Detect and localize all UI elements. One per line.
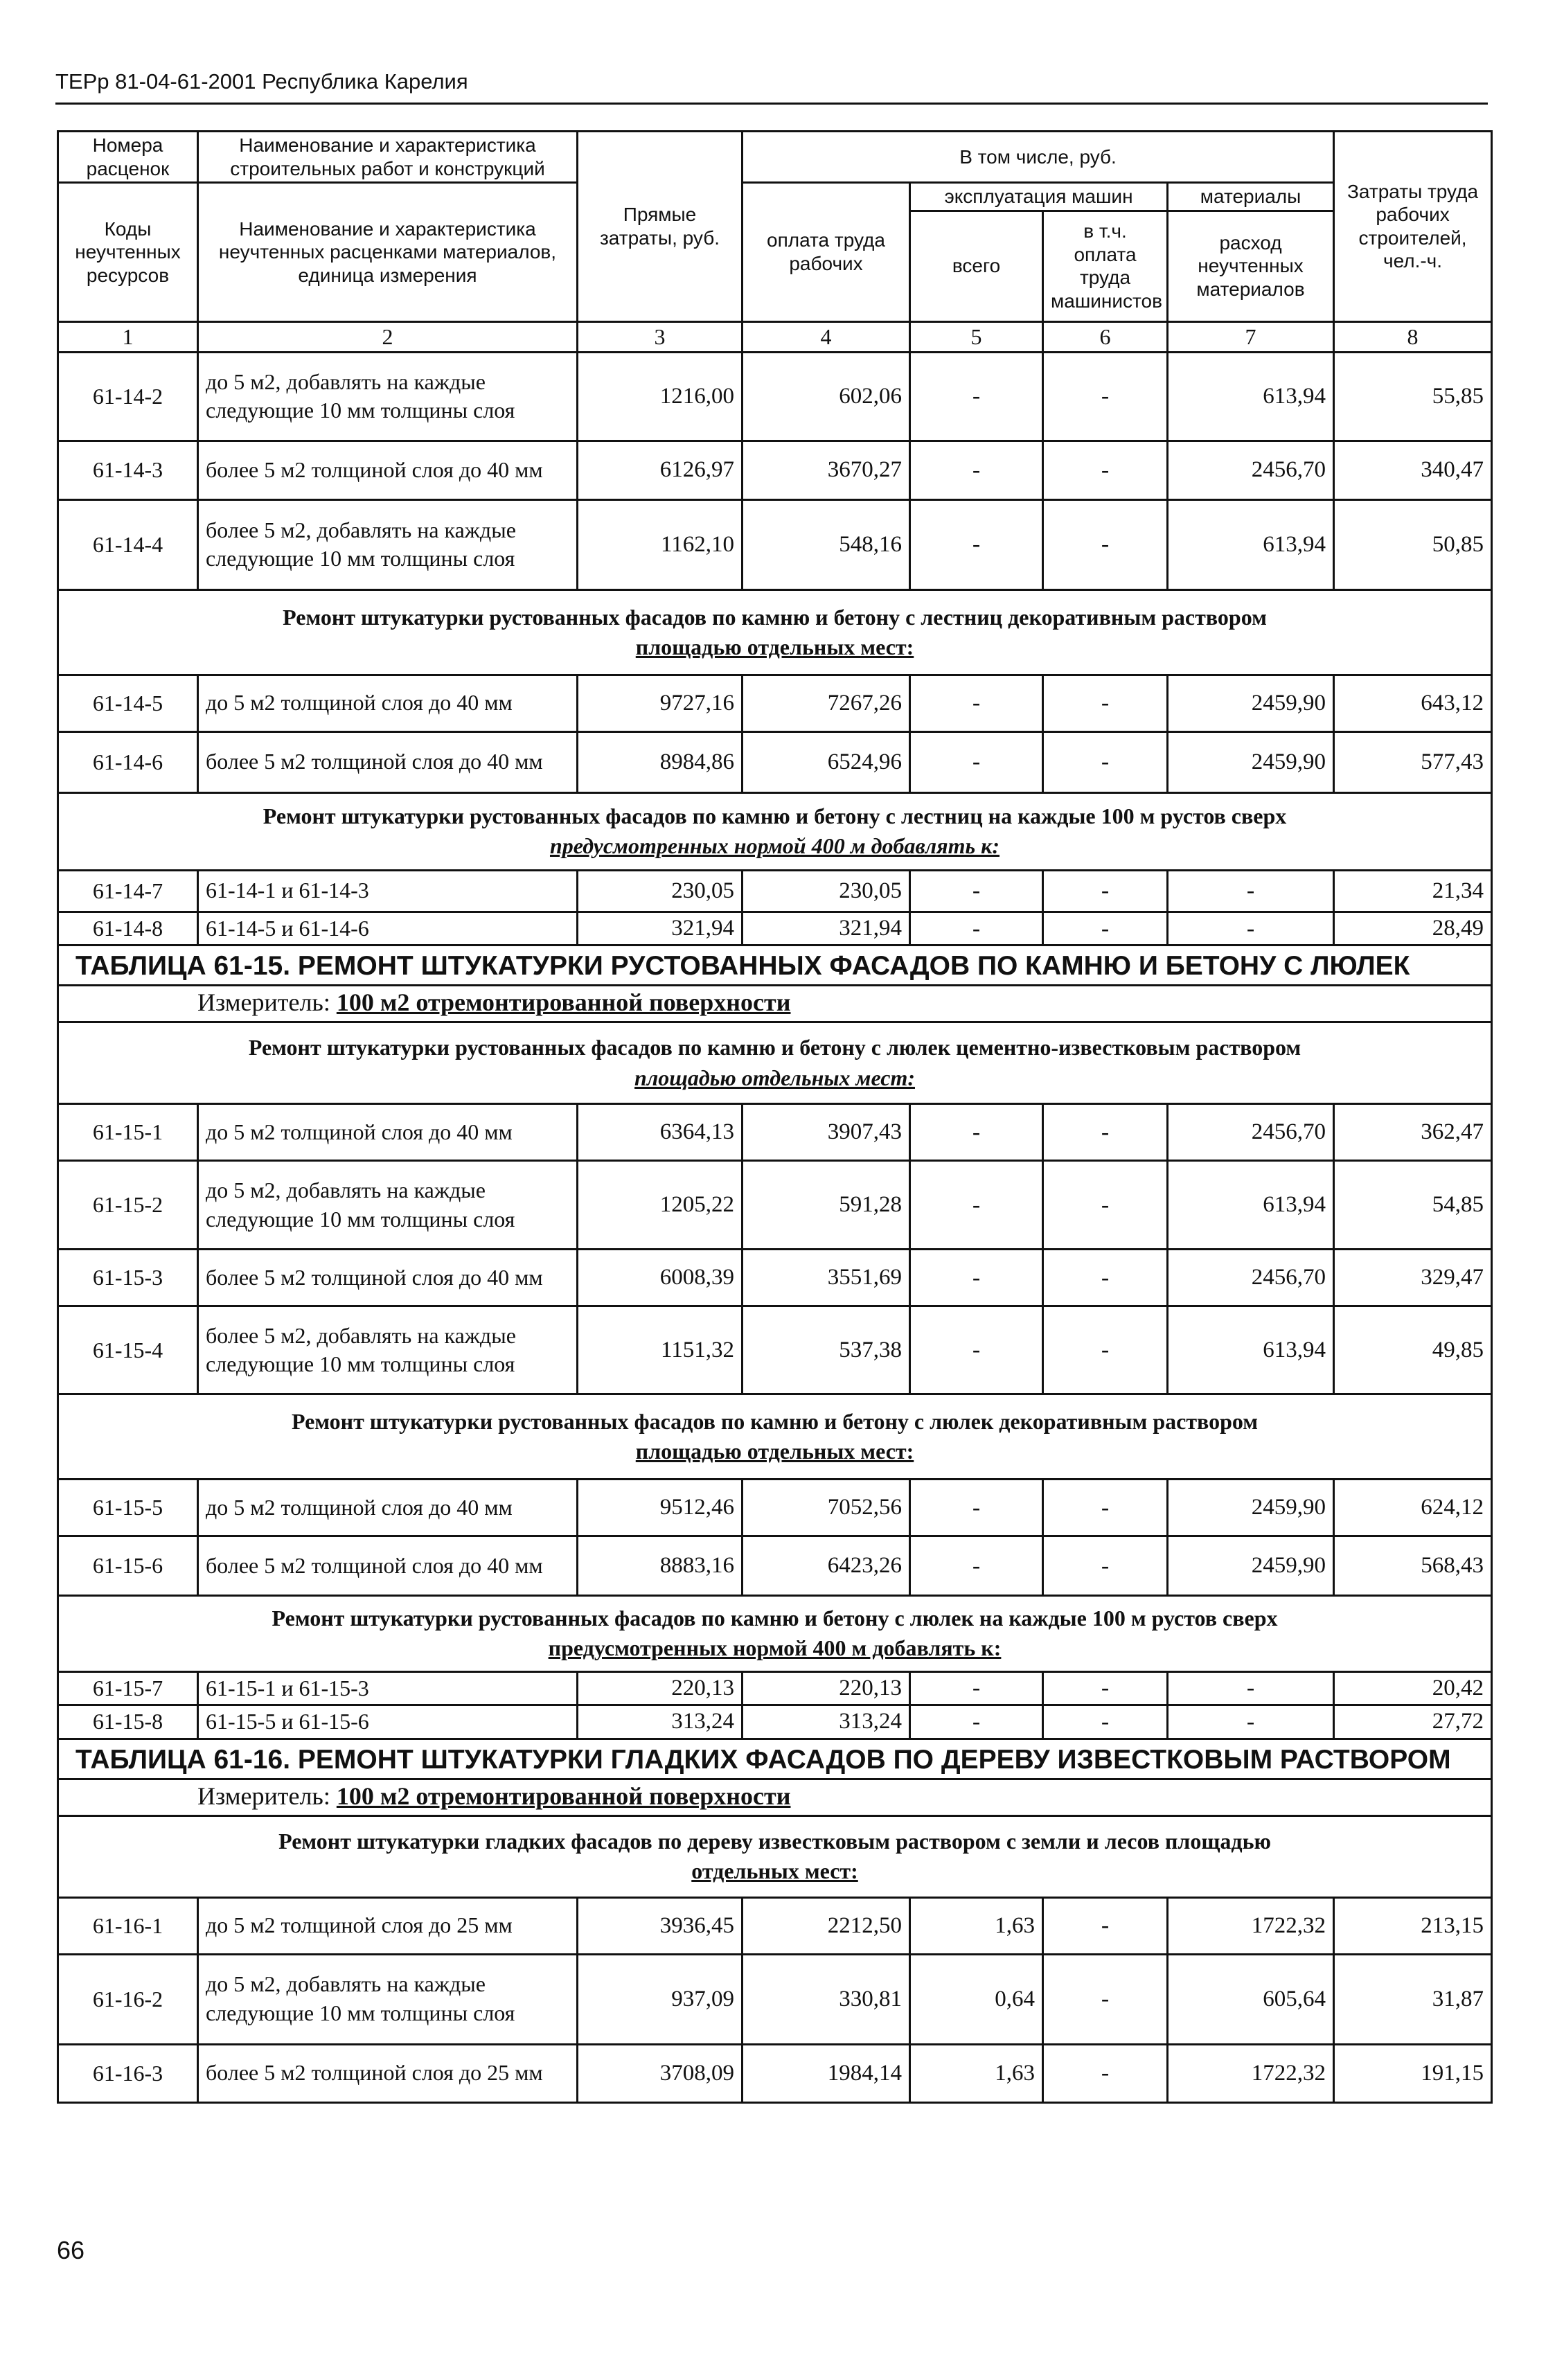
- worker-wages: 230,05: [743, 870, 910, 912]
- table-row: [58, 1161, 1492, 1250]
- direct-costs: 9727,16: [578, 675, 743, 731]
- machinist-wages: -: [1043, 1897, 1168, 1954]
- work-description: более 5 м2 толщиной слоя до 40 мм: [198, 1536, 578, 1596]
- labor-hours: 50,85: [1334, 499, 1492, 589]
- rate-code: 61-15-4: [58, 1306, 198, 1394]
- table-row: [58, 675, 1492, 731]
- machinist-wages: -: [1043, 1161, 1168, 1250]
- section-row: [58, 1394, 1492, 1480]
- materials-cost: -: [1168, 870, 1334, 912]
- measure-unit: [58, 986, 1492, 1022]
- work-description: 61-14-5 и 61-14-6: [198, 912, 578, 945]
- hdr-nomera: Номера расценок: [58, 132, 198, 183]
- measure-value: 100 м2 отремонтированной поверхности: [336, 988, 791, 1017]
- direct-costs: 8984,86: [578, 731, 743, 792]
- section-heading-line2: площадью отдельных мест:: [634, 1065, 915, 1090]
- section-heading-line1: Ремонт штукатурки рустованных фасадов по камню и бетону с лестниц декоративным раствором: [283, 604, 1267, 630]
- rate-code: 61-14-8: [58, 912, 198, 945]
- materials-cost: 2456,70: [1168, 1250, 1334, 1306]
- section-row: [58, 792, 1492, 870]
- hdr-rashod: расход неучтенных материалов: [1168, 211, 1334, 321]
- machinist-wages: -: [1043, 2044, 1168, 2102]
- direct-costs: 8883,16: [578, 1536, 743, 1596]
- rate-code: 61-16-2: [58, 1954, 198, 2044]
- materials-cost: -: [1168, 912, 1334, 945]
- direct-costs: 321,94: [578, 912, 743, 945]
- work-description: 61-15-1 и 61-15-3: [198, 1671, 578, 1705]
- labor-hours: 568,43: [1334, 1536, 1492, 1596]
- table-row: [58, 1480, 1492, 1536]
- materials-cost: 613,94: [1168, 1161, 1334, 1250]
- labor-hours: 55,85: [1334, 352, 1492, 441]
- section-heading: [58, 589, 1492, 675]
- rate-code: 61-15-6: [58, 1536, 198, 1596]
- machine-total: -: [910, 1705, 1043, 1739]
- materials-cost: 1722,32: [1168, 2044, 1334, 2102]
- materials-cost: 613,94: [1168, 499, 1334, 589]
- col-index: 5: [910, 321, 1043, 352]
- machinist-wages: -: [1043, 870, 1168, 912]
- machine-total: -: [910, 1536, 1043, 1596]
- labor-hours: 577,43: [1334, 731, 1492, 792]
- worker-wages: 602,06: [743, 352, 910, 441]
- table-title-row: [58, 945, 1492, 986]
- section-heading: [58, 1394, 1492, 1480]
- labor-hours: 27,72: [1334, 1705, 1492, 1739]
- machine-total: -: [910, 731, 1043, 792]
- table-row: [58, 1897, 1492, 1954]
- labor-hours: 49,85: [1334, 1306, 1492, 1394]
- direct-costs: 6364,13: [578, 1104, 743, 1161]
- labor-hours: 624,12: [1334, 1480, 1492, 1536]
- section-heading-line2: предусмотренных нормой 400 м добавлять к:: [549, 833, 1000, 859]
- section-heading: [58, 792, 1492, 870]
- table-row: [58, 1306, 1492, 1394]
- machine-total: 0,64: [910, 1954, 1043, 2044]
- work-description: до 5 м2 толщиной слоя до 40 мм: [198, 1480, 578, 1536]
- measure-value: 100 м2 отремонтированной поверхности: [336, 1782, 791, 1810]
- labor-hours: 20,42: [1334, 1671, 1492, 1705]
- section-heading: [58, 1022, 1492, 1104]
- direct-costs: 3936,45: [578, 1897, 743, 1954]
- hdr-ekspl: эксплуатация машин: [910, 183, 1168, 211]
- labor-hours: 213,15: [1334, 1897, 1492, 1954]
- col-index: 3: [578, 321, 743, 352]
- materials-cost: 2456,70: [1168, 1104, 1334, 1161]
- rates-table: [57, 130, 1493, 2104]
- work-description: более 5 м2 толщиной слоя до 25 мм: [198, 2044, 578, 2102]
- section-heading-line2: площадью отдельных мест:: [635, 1439, 914, 1464]
- worker-wages: 3670,27: [743, 441, 910, 499]
- worker-wages: 330,81: [743, 1954, 910, 2044]
- machinist-wages: -: [1043, 675, 1168, 731]
- labor-hours: 191,15: [1334, 2044, 1492, 2102]
- machinist-wages: -: [1043, 441, 1168, 499]
- materials-cost: 2456,70: [1168, 441, 1334, 499]
- machinist-wages: -: [1043, 1306, 1168, 1394]
- table-body: [58, 132, 1492, 2103]
- machinist-wages: -: [1043, 1671, 1168, 1705]
- rate-code: 61-15-3: [58, 1250, 198, 1306]
- machinist-wages: -: [1043, 1250, 1168, 1306]
- rate-code: 61-15-8: [58, 1705, 198, 1739]
- materials-cost: 1722,32: [1168, 1897, 1334, 1954]
- section-heading-line1: Ремонт штукатурки гладких фасадов по дереву известковым раствором с земли и лесов площадью: [278, 1828, 1271, 1854]
- work-description: до 5 м2 толщиной слоя до 25 мм: [198, 1897, 578, 1954]
- rate-code: 61-15-2: [58, 1161, 198, 1250]
- hdr-vsego: всего: [910, 211, 1043, 321]
- page-number: 66: [57, 2236, 85, 2264]
- work-description: более 5 м2 толщиной слоя до 40 мм: [198, 731, 578, 792]
- direct-costs: 1216,00: [578, 352, 743, 441]
- machinist-wages: -: [1043, 1536, 1168, 1596]
- table-row: [58, 1954, 1492, 2044]
- materials-cost: 2459,90: [1168, 1480, 1334, 1536]
- labor-hours: 340,47: [1334, 441, 1492, 499]
- machinist-wages: -: [1043, 1480, 1168, 1536]
- table-title: ТАБЛИЦА 61-16. РЕМОНТ ШТУКАТУРКИ ГЛАДКИХ ФАСАДОВ ПО ДЕРЕВУ ИЗВЕСТКОВЫМ РАСТВОРОМ: [58, 1739, 1492, 1779]
- machinist-wages: -: [1043, 731, 1168, 792]
- direct-costs: 1162,10: [578, 499, 743, 589]
- direct-costs: 6126,97: [578, 441, 743, 499]
- rate-code: 61-15-7: [58, 1671, 198, 1705]
- worker-wages: 7267,26: [743, 675, 910, 731]
- table-title-row: [58, 1739, 1492, 1779]
- direct-costs: 937,09: [578, 1954, 743, 2044]
- table-row: [58, 352, 1492, 441]
- rate-code: 61-15-5: [58, 1480, 198, 1536]
- worker-wages: 3551,69: [743, 1250, 910, 1306]
- table-row: [58, 1536, 1492, 1596]
- machinist-wages: -: [1043, 1705, 1168, 1739]
- machine-total: -: [910, 675, 1043, 731]
- machinist-wages: -: [1043, 499, 1168, 589]
- labor-hours: 28,49: [1334, 912, 1492, 945]
- work-description: более 5 м2, добавлять на каждые следующие 10 мм толщины слоя: [198, 499, 578, 589]
- section-heading-line1: Ремонт штукатурки рустованных фасадов по камню и бетону с люлек на каждые 100 м рустов сверх: [272, 1606, 1278, 1631]
- machine-total: -: [910, 499, 1043, 589]
- hdr-vtom: В том числе, руб.: [743, 132, 1334, 183]
- machine-total: -: [910, 1306, 1043, 1394]
- section-heading-line2: предусмотренных нормой 400 м добавлять к:: [548, 1635, 1002, 1661]
- worker-wages: 321,94: [743, 912, 910, 945]
- running-header: ТЕРр 81-04-61-2001 Республика Карелия: [55, 69, 468, 94]
- work-description: более 5 м2 толщиной слоя до 40 мм: [198, 441, 578, 499]
- hdr-pryamye: Прямые затраты, руб.: [578, 132, 743, 322]
- worker-wages: 2212,50: [743, 1897, 910, 1954]
- worker-wages: 3907,43: [743, 1104, 910, 1161]
- table-row: [58, 1104, 1492, 1161]
- machine-total: -: [910, 1671, 1043, 1705]
- worker-wages: 6423,26: [743, 1536, 910, 1596]
- work-description: более 5 м2 толщиной слоя до 40 мм: [198, 1250, 578, 1306]
- materials-cost: 613,94: [1168, 1306, 1334, 1394]
- machine-total: 1,63: [910, 2044, 1043, 2102]
- machinist-wages: -: [1043, 352, 1168, 441]
- measure-label: Измеритель:: [197, 1782, 330, 1810]
- section-row: [58, 1596, 1492, 1671]
- rate-code: 61-14-2: [58, 352, 198, 441]
- table-row: [58, 1705, 1492, 1739]
- measure-label: Измеритель:: [197, 988, 330, 1017]
- table-row: [58, 441, 1492, 499]
- table-row: [58, 731, 1492, 792]
- hdr-naim2: Наименование и характеристика неучтенных расценками материалов, единица измерения: [198, 183, 578, 322]
- table-row: [58, 1671, 1492, 1705]
- hdr-vtch: в т.ч. оплата труда машинистов: [1043, 211, 1168, 321]
- work-description: до 5 м2, добавлять на каждые следующие 10 мм толщины слоя: [198, 352, 578, 441]
- table-row: [58, 1250, 1492, 1306]
- section-heading-line1: Ремонт штукатурки рустованных фасадов по камню и бетону с люлек декоративным раствором: [291, 1408, 1259, 1434]
- header-row-2: [58, 183, 1492, 211]
- col-index: 4: [743, 321, 910, 352]
- rate-code: 61-15-1: [58, 1104, 198, 1161]
- work-description: до 5 м2 толщиной слоя до 40 мм: [198, 1104, 578, 1161]
- machine-total: -: [910, 1104, 1043, 1161]
- rate-code: 61-14-5: [58, 675, 198, 731]
- machine-total: -: [910, 870, 1043, 912]
- direct-costs: 1205,22: [578, 1161, 743, 1250]
- materials-cost: -: [1168, 1671, 1334, 1705]
- section-heading: [58, 1815, 1492, 1897]
- rate-code: 61-14-6: [58, 731, 198, 792]
- hdr-kody: Коды неучтенных ресурсов: [58, 183, 198, 322]
- hdr-zatraty: Затраты труда рабочих строителей, чел.-ч.: [1334, 132, 1492, 322]
- materials-cost: 2459,90: [1168, 1536, 1334, 1596]
- materials-cost: -: [1168, 1705, 1334, 1739]
- worker-wages: 313,24: [743, 1705, 910, 1739]
- table-title: ТАБЛИЦА 61-15. РЕМОНТ ШТУКАТУРКИ РУСТОВАННЫХ ФАСАДОВ ПО КАМНЮ И БЕТОНУ С ЛЮЛЕК: [58, 945, 1492, 986]
- labor-hours: 31,87: [1334, 1954, 1492, 2044]
- measure-row: [58, 1779, 1492, 1815]
- direct-costs: 1151,32: [578, 1306, 743, 1394]
- section-heading-line2: площадью отдельных мест:: [635, 634, 914, 659]
- rate-code: 61-14-3: [58, 441, 198, 499]
- hdr-materialy: материалы: [1168, 183, 1334, 211]
- worker-wages: 591,28: [743, 1161, 910, 1250]
- col-index: 7: [1168, 321, 1334, 352]
- materials-cost: 605,64: [1168, 1954, 1334, 2044]
- materials-cost: 613,94: [1168, 352, 1334, 441]
- machinist-wages: -: [1043, 912, 1168, 945]
- machine-total: -: [910, 912, 1043, 945]
- measure-unit: [58, 1779, 1492, 1815]
- section-heading-line1: Ремонт штукатурки рустованных фасадов по камню и бетону с люлек цементно-известковым раствором: [248, 1035, 1301, 1060]
- rate-code: 61-14-4: [58, 499, 198, 589]
- worker-wages: 548,16: [743, 499, 910, 589]
- worker-wages: 7052,56: [743, 1480, 910, 1536]
- machine-total: -: [910, 1480, 1043, 1536]
- col-index: 8: [1334, 321, 1492, 352]
- materials-cost: 2459,90: [1168, 675, 1334, 731]
- section-heading-line2: отдельных мест:: [691, 1858, 858, 1884]
- worker-wages: 1984,14: [743, 2044, 910, 2102]
- table-row: [58, 912, 1492, 945]
- labor-hours: 54,85: [1334, 1161, 1492, 1250]
- section-row: [58, 589, 1492, 675]
- rate-code: 61-16-1: [58, 1897, 198, 1954]
- direct-costs: 313,24: [578, 1705, 743, 1739]
- col-index: 1: [58, 321, 198, 352]
- table-row: [58, 2044, 1492, 2102]
- machine-total: -: [910, 1161, 1043, 1250]
- work-description: более 5 м2, добавлять на каждые следующие 10 мм толщины слоя: [198, 1306, 578, 1394]
- col-index: 2: [198, 321, 578, 352]
- hdr-naim: Наименование и характеристика строительных работ и конструкций: [198, 132, 578, 183]
- col-index: 6: [1043, 321, 1168, 352]
- work-description: 61-15-5 и 61-15-6: [198, 1705, 578, 1739]
- machine-total: -: [910, 441, 1043, 499]
- direct-costs: 6008,39: [578, 1250, 743, 1306]
- machine-total: 1,63: [910, 1897, 1043, 1954]
- index-row: [58, 321, 1492, 352]
- work-description: до 5 м2, добавлять на каждые следующие 10 мм толщины слоя: [198, 1161, 578, 1250]
- section-row: [58, 1815, 1492, 1897]
- labor-hours: 329,47: [1334, 1250, 1492, 1306]
- machine-total: -: [910, 352, 1043, 441]
- work-description: до 5 м2 толщиной слоя до 40 мм: [198, 675, 578, 731]
- section-heading-line1: Ремонт штукатурки рустованных фасадов по камню и бетону с лестниц на каждые 100 м рустов сверх: [263, 803, 1287, 829]
- machinist-wages: -: [1043, 1104, 1168, 1161]
- header-rule: [55, 103, 1488, 105]
- labor-hours: 362,47: [1334, 1104, 1492, 1161]
- direct-costs: 9512,46: [578, 1480, 743, 1536]
- section-row: [58, 1022, 1492, 1104]
- direct-costs: 220,13: [578, 1671, 743, 1705]
- work-description: до 5 м2, добавлять на каждые следующие 10 мм толщины слоя: [198, 1954, 578, 2044]
- rate-code: 61-16-3: [58, 2044, 198, 2102]
- machine-total: -: [910, 1250, 1043, 1306]
- labor-hours: 643,12: [1334, 675, 1492, 731]
- table-row: [58, 499, 1492, 589]
- work-description: 61-14-1 и 61-14-3: [198, 870, 578, 912]
- direct-costs: 3708,09: [578, 2044, 743, 2102]
- worker-wages: 220,13: [743, 1671, 910, 1705]
- materials-cost: 2459,90: [1168, 731, 1334, 792]
- table-row: [58, 870, 1492, 912]
- measure-row: [58, 986, 1492, 1022]
- worker-wages: 6524,96: [743, 731, 910, 792]
- labor-hours: 21,34: [1334, 870, 1492, 912]
- header-row-1: [58, 132, 1492, 183]
- worker-wages: 537,38: [743, 1306, 910, 1394]
- machinist-wages: -: [1043, 1954, 1168, 2044]
- hdr-oplata: оплата труда рабочих: [743, 183, 910, 322]
- rate-code: 61-14-7: [58, 870, 198, 912]
- section-heading: [58, 1596, 1492, 1671]
- direct-costs: 230,05: [578, 870, 743, 912]
